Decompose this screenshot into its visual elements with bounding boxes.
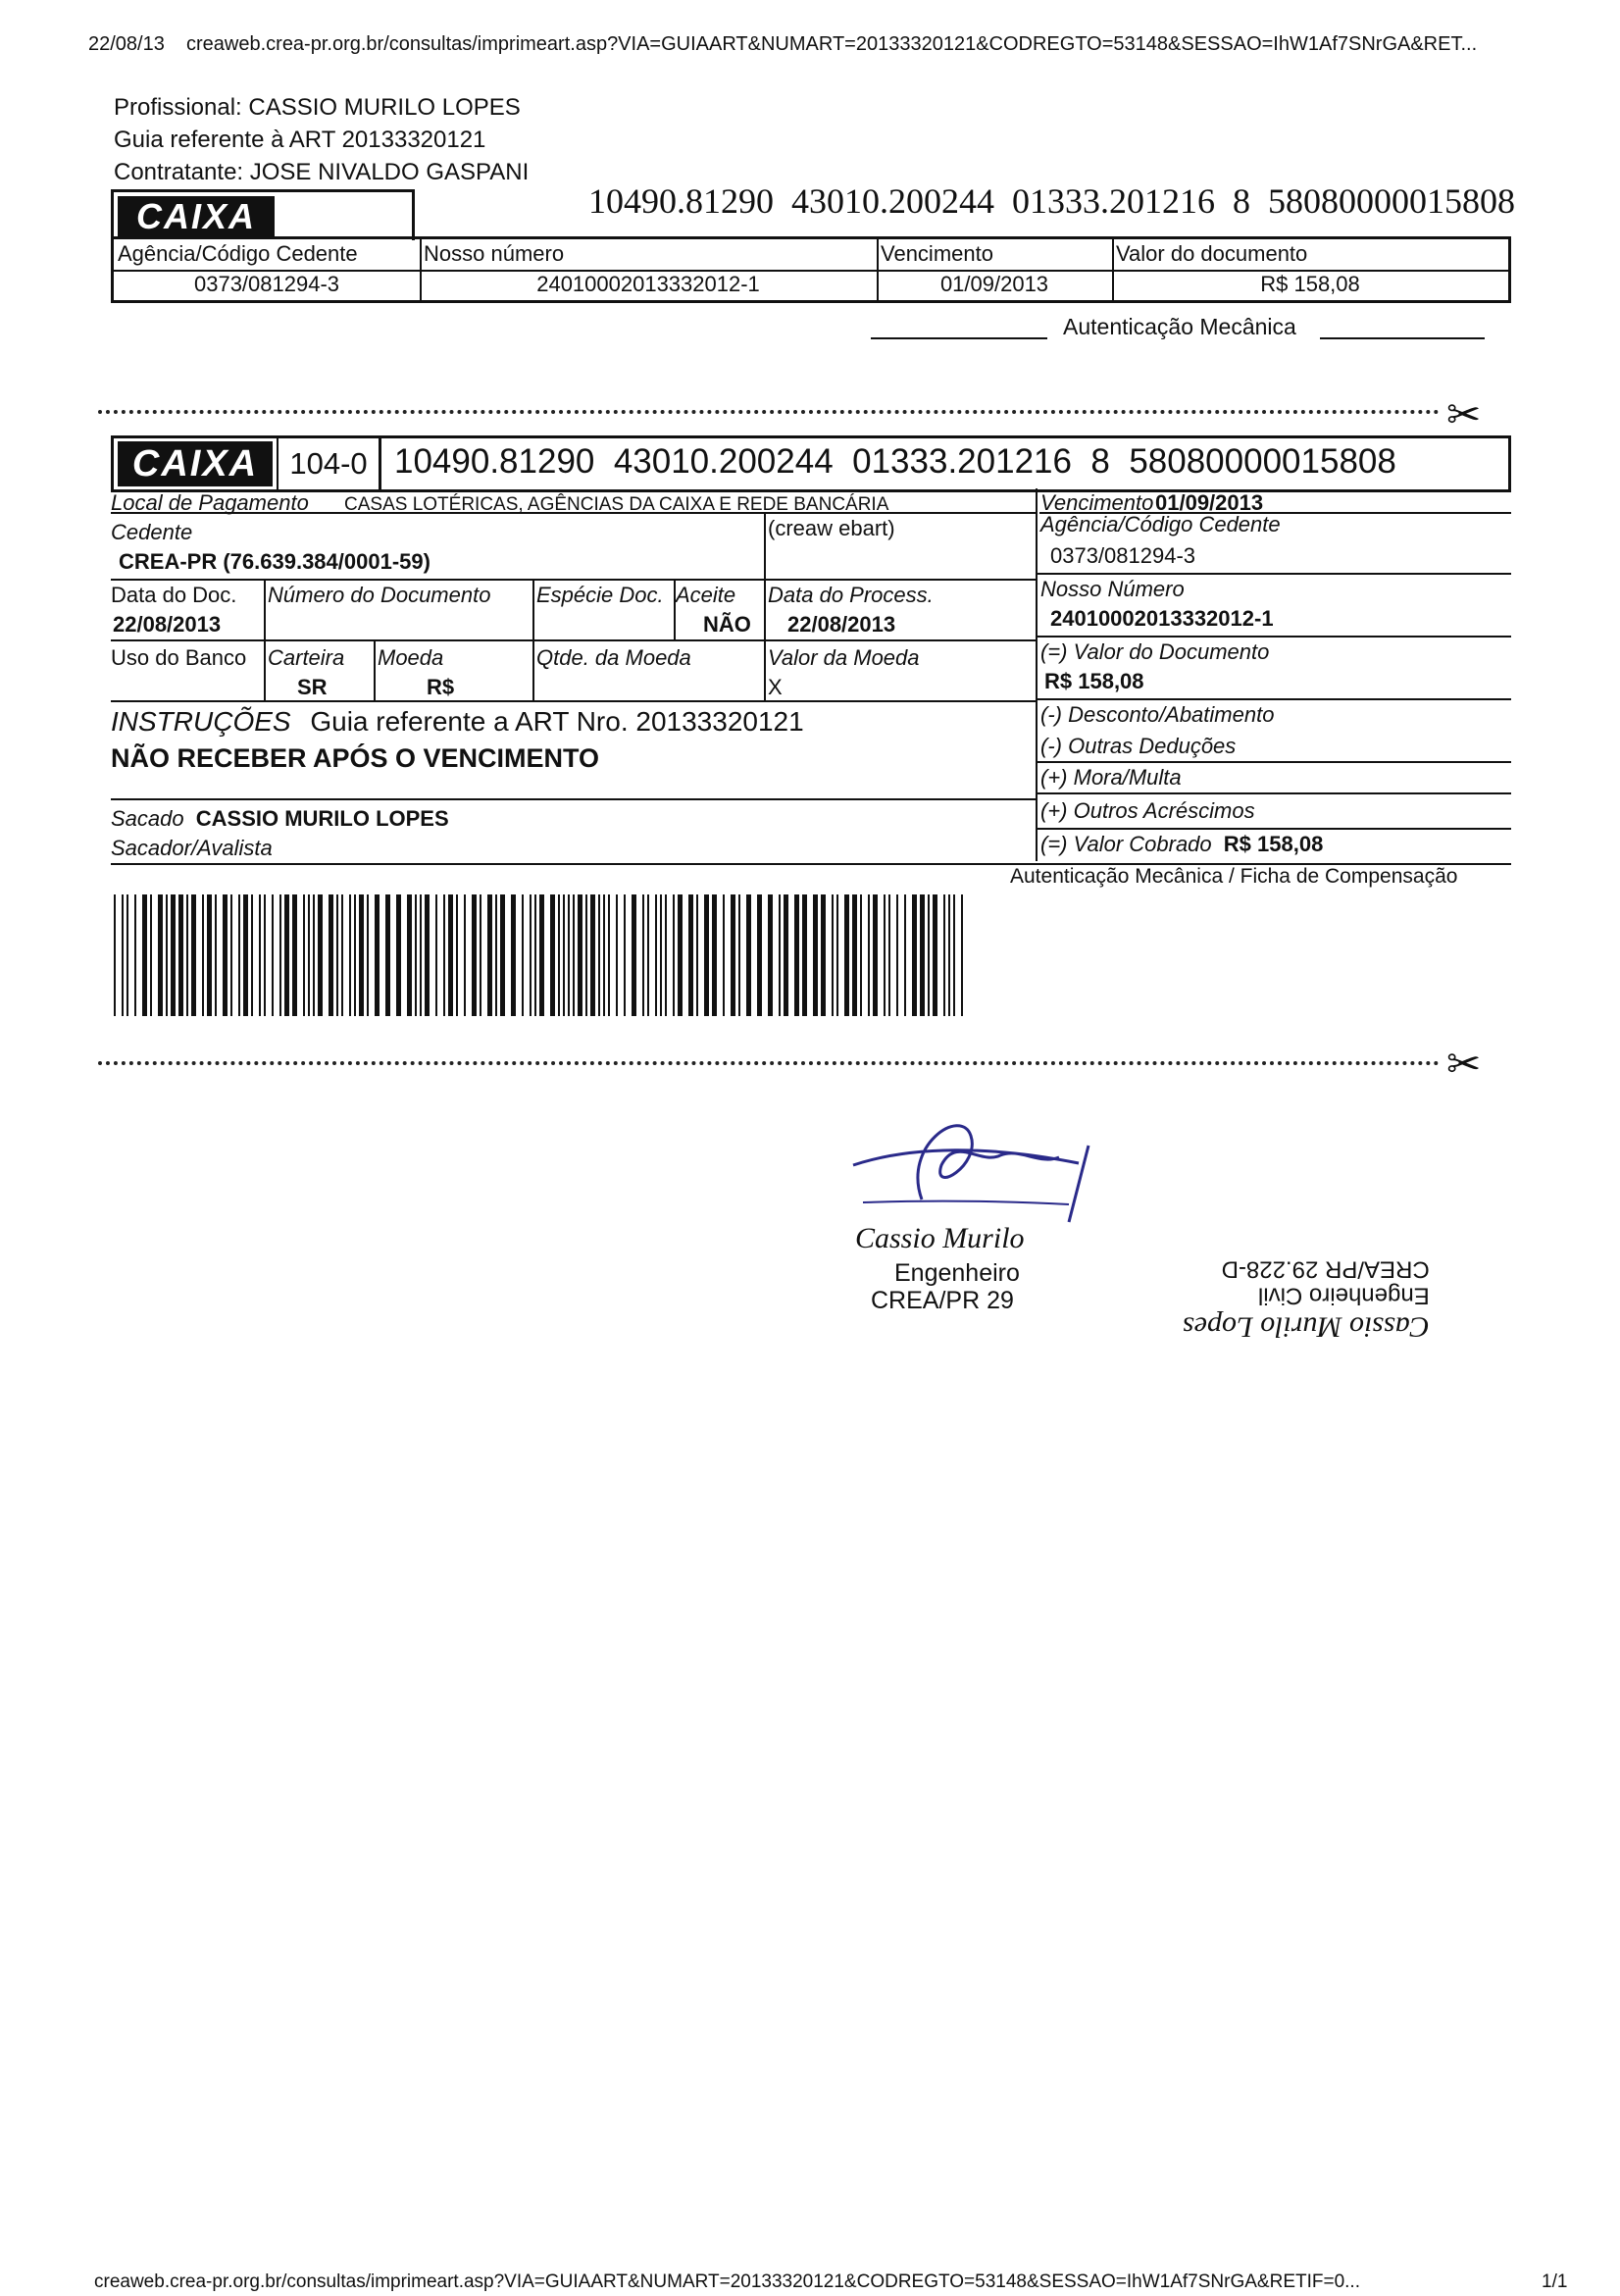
slip-digitable-line: 10490.81290 43010.200244 01333.201216 8 58080000015808	[394, 442, 1396, 481]
barcode-bar	[948, 894, 950, 1016]
sacado-label: Sacado	[111, 806, 184, 831]
slip-nosso-label: Nosso Número	[1040, 577, 1185, 601]
barcode-bar	[723, 894, 725, 1016]
barcode-bar	[464, 894, 466, 1016]
barcode-bar	[495, 894, 497, 1016]
barcode-bar	[166, 894, 168, 1016]
barcode-bar	[238, 894, 240, 1016]
barcode-bar	[953, 894, 955, 1016]
avalista-label: Sacador/Avalista	[111, 836, 273, 860]
instructions-warning: NÃO RECEBER APÓS O VENCIMENTO	[111, 743, 600, 773]
valor-moeda-value: X	[768, 675, 783, 699]
barcode-bar	[896, 894, 898, 1016]
local-label: Local de Pagamento	[111, 490, 309, 515]
valor-documento-label: (=) Valor do Documento	[1040, 639, 1270, 664]
barcode-bar	[522, 894, 524, 1016]
barcode-bar	[550, 894, 555, 1016]
local-value: CASAS LOTÉRICAS, AGÊNCIAS DA CAIXA E REDE BANCÁRIA	[344, 494, 889, 515]
barcode-bar	[435, 894, 437, 1016]
receipt-auth-line-right	[1320, 337, 1485, 339]
moeda-value: R$	[427, 675, 455, 699]
data-doc-value: 22/08/2013	[113, 612, 222, 637]
receipt-digitable-line: 10490.81290 43010.200244 01333.201216 8 58080000015808	[588, 181, 1515, 221]
barcode-bar	[912, 894, 917, 1016]
barcode-bar	[534, 894, 536, 1016]
barcode-bar	[202, 894, 204, 1016]
barcode-bar	[420, 894, 422, 1016]
barcode-bar	[407, 894, 412, 1016]
print-url: creaweb.crea-pr.org.br/consultas/imprimeart.asp?VIA=GUIAART&NUMART=20133320121&CODREGTO=53148&SESSAO=IhW1Af7SNrGA&RET...	[186, 33, 1478, 55]
barcode-bar	[868, 894, 870, 1016]
barcode-bar	[349, 894, 351, 1016]
barcode-bar	[158, 894, 163, 1016]
barcode-bar	[813, 894, 818, 1016]
slip-nosso-value: 24010002013332012-1	[1050, 606, 1274, 631]
cedente-value: CREA-PR (76.639.384/0001-59)	[119, 549, 430, 574]
barcode-bar	[367, 894, 369, 1016]
barcode-bar	[836, 894, 838, 1016]
barcode-bar	[448, 894, 453, 1016]
cut-line-bottom	[98, 1061, 1440, 1065]
barcode-bar	[487, 894, 492, 1016]
data-proc-value: 22/08/2013	[787, 612, 896, 637]
barcode-bar	[472, 894, 477, 1016]
barcode-bar	[272, 894, 274, 1016]
barcode-bar	[308, 894, 310, 1016]
slip-vencimento-value: 01/09/2013	[1155, 490, 1264, 515]
creaweb-label: (creaw ebart)	[768, 516, 895, 540]
guide-line: Guia referente à ART 20133320121	[114, 127, 486, 153]
carteira-label: Carteira	[268, 645, 345, 670]
barcode-bar	[616, 894, 618, 1016]
bank-code: 104-0	[277, 438, 381, 489]
auth-ficha-label: Autenticação Mecânica / Ficha de Compensação	[1010, 865, 1458, 888]
barcode-bar	[568, 894, 570, 1016]
barcode-bar	[802, 894, 807, 1016]
slip-vencimento-label: Vencimento	[1040, 490, 1154, 515]
instructions-text: Guia referente a ART Nro. 20133320121	[310, 706, 804, 737]
barcode-bar	[779, 894, 781, 1016]
especie-label: Espécie Doc.	[536, 583, 664, 607]
barcode-bar	[821, 894, 826, 1016]
barcode-bar	[142, 894, 147, 1016]
receipt-valor-label: Valor do documento	[1116, 241, 1308, 266]
receipt-logo-box	[111, 189, 415, 240]
barcode-bar	[313, 894, 315, 1016]
barcode-bar	[884, 894, 886, 1016]
barcode-bar	[207, 894, 212, 1016]
barcode-bar	[539, 894, 544, 1016]
mirror-stamp-title: Engenheiro Civil	[1257, 1283, 1430, 1310]
scissors-icon-bottom: ✂	[1446, 1041, 1482, 1087]
slip-grid	[111, 492, 1511, 875]
barcode-bar	[665, 894, 667, 1016]
barcode-bar	[480, 894, 481, 1016]
footer-url: creaweb.crea-pr.org.br/consultas/imprimeart.asp?VIA=GUIAART&NUMART=20133320121&CODREGTO=53148&SESSAO=IhW1Af7SNrGA&RETIF=0...	[94, 2271, 1360, 2292]
barcode-bar	[385, 894, 390, 1016]
barcode-bar	[928, 894, 930, 1016]
barcode-bar	[860, 894, 862, 1016]
valor-moeda-label: Valor da Moeda	[768, 645, 920, 670]
uso-banco-label: Uso do Banco	[111, 645, 247, 670]
barcode-bar	[443, 894, 445, 1016]
qtde-moeda-label: Qtde. da Moeda	[536, 645, 691, 670]
barcode-bar	[738, 894, 740, 1016]
sacado-value: CASSIO MURILO LOPES	[195, 806, 449, 831]
receipt-agencia-value: 0373/081294-3	[114, 270, 420, 297]
barcode-bar	[660, 894, 662, 1016]
barcode-bar	[511, 894, 516, 1016]
barcode-bar	[354, 894, 356, 1016]
barcode-bar	[500, 894, 505, 1016]
barcode-bar	[558, 894, 560, 1016]
barcode-bar	[171, 894, 176, 1016]
barcode-bar	[375, 894, 380, 1016]
footer-page: 1/1	[1542, 2271, 1568, 2292]
barcode-bar	[757, 894, 762, 1016]
barcode-bar	[191, 894, 196, 1016]
receipt-table	[111, 236, 1511, 303]
barcode-bar	[961, 894, 963, 1016]
barcode-bar	[563, 894, 565, 1016]
outras-deducoes-label: (-) Outras Deduções	[1040, 734, 1237, 758]
instructions-label: INSTRUÇÕES	[111, 706, 291, 737]
receipt-auth-line-left	[871, 337, 1047, 339]
barcode-bar	[396, 894, 401, 1016]
barcode-bar	[318, 894, 323, 1016]
barcode-bar	[122, 894, 124, 1016]
valor-cobrado-line	[1040, 832, 1323, 857]
barcode-bar	[794, 894, 799, 1016]
barcode-bar	[303, 894, 305, 1016]
barcode-bar	[888, 894, 890, 1016]
slip-agencia-value: 0373/081294-3	[1050, 543, 1196, 568]
barcode-bar	[731, 894, 735, 1016]
receipt-vencimento-label: Vencimento	[881, 241, 993, 266]
receipt-valor-value: R$ 158,08	[1112, 270, 1508, 297]
acrescimos-label: (+) Outros Acréscimos	[1040, 798, 1255, 823]
barcode-bar	[284, 894, 289, 1016]
barcode-bar	[186, 894, 188, 1016]
barcode-bar	[329, 894, 333, 1016]
barcode-bar	[578, 894, 582, 1016]
receipt-col-valor	[1112, 239, 1508, 300]
barcode-bar	[933, 894, 937, 1016]
barcode-bar	[844, 894, 849, 1016]
barcode-bar	[243, 894, 248, 1016]
barcode-bar	[920, 894, 925, 1016]
valor-cobrado-label: (=) Valor Cobrado	[1040, 832, 1212, 856]
barcode-bar	[264, 894, 266, 1016]
receipt-col-nosso	[420, 239, 879, 300]
barcode-bar	[456, 894, 458, 1016]
barcode-bar	[642, 894, 644, 1016]
receipt-agencia-label: Agência/Código Cedente	[118, 241, 358, 266]
barcode-bar	[603, 894, 605, 1016]
stamp-reg: CREA/PR 29	[871, 1287, 1014, 1314]
mirrored-stamp	[1183, 1255, 1430, 1344]
desconto-label: (-) Desconto/Abatimento	[1040, 702, 1275, 727]
valor-cobrado-value: R$ 158,08	[1223, 832, 1324, 856]
barcode-bar	[341, 894, 343, 1016]
barcode-bar	[655, 894, 657, 1016]
stamp-title: Engenheiro	[894, 1259, 1020, 1287]
data-proc-label: Data do Process.	[768, 583, 934, 607]
barcode-bar	[696, 894, 698, 1016]
barcode-bar	[530, 894, 532, 1016]
receipt-nosso-label: Nosso número	[424, 241, 565, 266]
barcode-bar	[259, 894, 261, 1016]
barcode-bar	[134, 894, 136, 1016]
receipt-col-agencia	[114, 239, 422, 300]
barcode-bar	[590, 894, 595, 1016]
barcode-bar	[415, 894, 417, 1016]
slip-agencia-label: Agência/Código Cedente	[1040, 512, 1281, 536]
mirror-stamp-name: Cassio Murilo Lopes	[1183, 1310, 1430, 1344]
barcode-bar	[943, 894, 945, 1016]
barcode-bar	[852, 894, 857, 1016]
num-doc-label: Número do Documento	[268, 583, 491, 607]
scissors-icon: ✂	[1446, 391, 1482, 437]
data-doc-label-text: Data do Doc.	[111, 583, 237, 607]
cedente-label: Cedente	[111, 520, 193, 544]
receipt-nosso-value: 24010002013332012-1	[420, 270, 877, 297]
receipt-col-vencimento	[877, 239, 1114, 300]
barcode-bar	[215, 894, 217, 1016]
barcode-bar	[251, 894, 253, 1016]
mora-label: (+) Mora/Multa	[1040, 765, 1182, 790]
professional-line: Profissional: CASSIO MURILO LOPES	[114, 94, 521, 121]
carteira-value: SR	[297, 675, 328, 699]
caixa-logo: CAIXA	[118, 196, 275, 237]
barcode-bar	[746, 894, 751, 1016]
barcode-bar	[673, 894, 675, 1016]
barcode-bar	[292, 894, 297, 1016]
barcode-bar	[598, 894, 600, 1016]
barcode-bar	[230, 894, 232, 1016]
barcode-bar	[425, 894, 430, 1016]
slip-caixa-logo: CAIXA	[118, 441, 273, 486]
barcode-bar	[832, 894, 834, 1016]
slip-header	[111, 435, 1511, 492]
barcode-bar	[585, 894, 587, 1016]
valor-documento-value: R$ 158,08	[1044, 669, 1144, 693]
cut-line-top	[98, 410, 1440, 414]
barcode-bar	[704, 894, 709, 1016]
barcode-bar	[608, 894, 610, 1016]
barcode-bar	[279, 894, 281, 1016]
barcode-bar	[223, 894, 228, 1016]
barcode-bar	[904, 894, 906, 1016]
barcode-bar	[150, 894, 152, 1016]
data-doc-label	[111, 583, 236, 608]
barcode-image	[114, 894, 967, 1016]
instructions-line	[111, 706, 804, 738]
aceite-value: NÃO	[703, 612, 751, 637]
barcode-bar	[178, 894, 183, 1016]
contractor-line: Contratante: JOSE NIVALDO GASPANI	[114, 159, 530, 185]
aceite-label: Aceite	[676, 583, 736, 607]
barcode-bar	[647, 894, 649, 1016]
barcode-bar	[573, 894, 575, 1016]
barcode-bar	[678, 894, 683, 1016]
barcode-bar	[114, 894, 116, 1016]
stamp-name: Cassio Murilo	[855, 1222, 1025, 1254]
barcode-bar	[784, 894, 788, 1016]
barcode-bar	[688, 894, 693, 1016]
receipt-auth-label: Autenticação Mecânica	[1063, 314, 1296, 339]
barcode-bar	[336, 894, 338, 1016]
barcode-bar	[624, 894, 626, 1016]
sacado-line	[111, 806, 449, 832]
barcode-bar	[127, 894, 128, 1016]
barcode-bar	[632, 894, 636, 1016]
barcode-bar	[712, 894, 717, 1016]
print-date: 22/08/13	[88, 33, 165, 55]
receipt-vencimento-value: 01/09/2013	[877, 270, 1112, 297]
moeda-label: Moeda	[378, 645, 444, 670]
barcode-bar	[359, 894, 364, 1016]
barcode-bar	[873, 894, 878, 1016]
barcode-bar	[768, 894, 773, 1016]
mirror-stamp-reg: CREA/PR 29.228-D	[1221, 1255, 1430, 1283]
